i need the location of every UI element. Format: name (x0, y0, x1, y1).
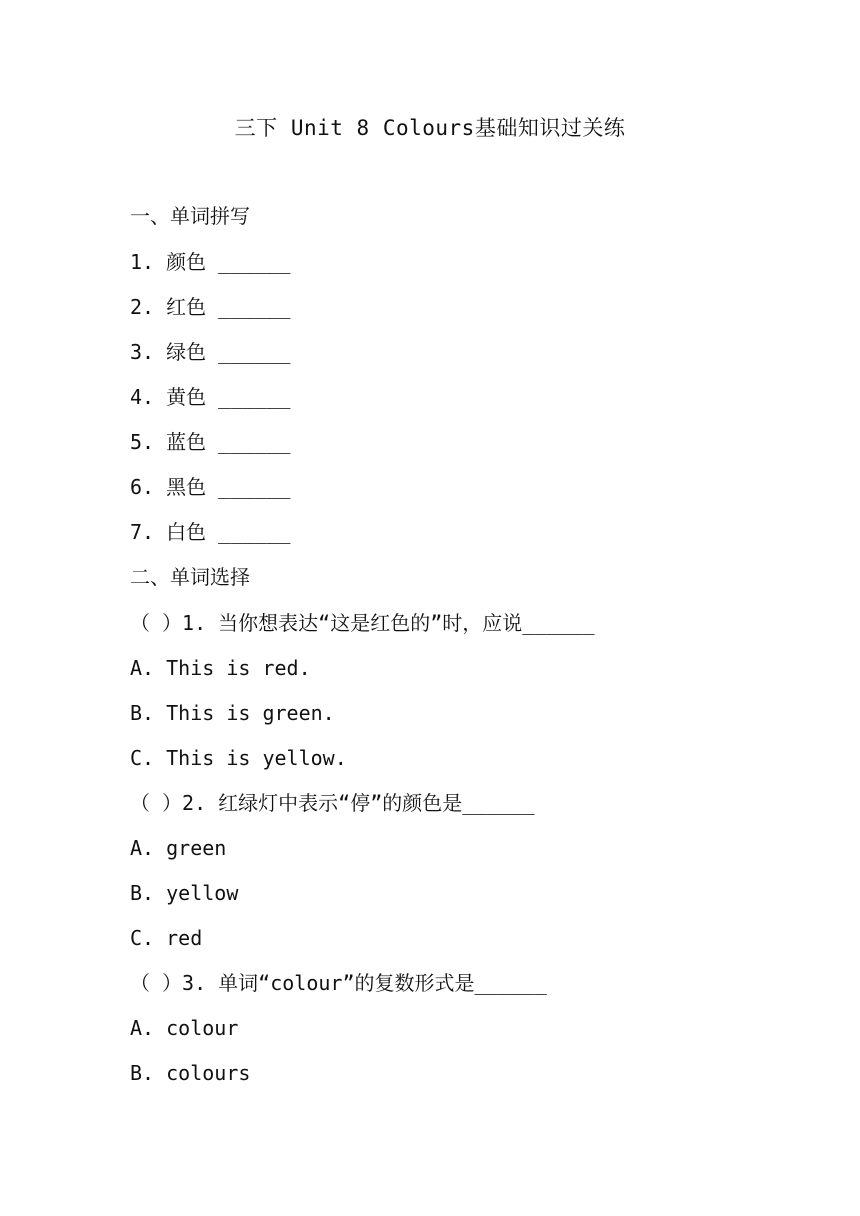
spelling-item: 3. 绿色 ______ (130, 340, 291, 364)
question-option: B. colours (130, 1061, 251, 1085)
worksheet-title: 三下 Unit 8 Colours基础知识过关练 (234, 116, 626, 140)
section-2-heading: 二、单词选择 (130, 565, 250, 589)
spelling-item: 6. 黑色 ______ (130, 475, 291, 499)
question-stem: （ ）1. 当你想表达“这是红色的”时，应说______ (130, 611, 595, 635)
question-option: C. This is yellow. (130, 746, 347, 770)
question-option: B. yellow (130, 881, 239, 905)
spelling-item: 2. 红色 ______ (130, 295, 291, 319)
question-option: A. This is red. (130, 656, 311, 680)
spelling-item: 5. 蓝色 ______ (130, 430, 291, 454)
question-stem: （ ）3. 单词“colour”的复数形式是______ (130, 971, 547, 995)
question-option: C. red (130, 926, 203, 950)
question-option: A. green (130, 836, 227, 860)
question-stem: （ ）2. 红绿灯中表示“停”的颜色是______ (130, 791, 535, 815)
spelling-item: 1. 颜色 ______ (130, 250, 291, 274)
spelling-item: 4. 黄色 ______ (130, 385, 291, 409)
section-1-heading: 一、单词拼写 (130, 204, 250, 228)
question-option: A. colour (130, 1016, 239, 1040)
question-option: B. This is green. (130, 701, 335, 725)
spelling-item: 7. 白色 ______ (130, 520, 291, 544)
